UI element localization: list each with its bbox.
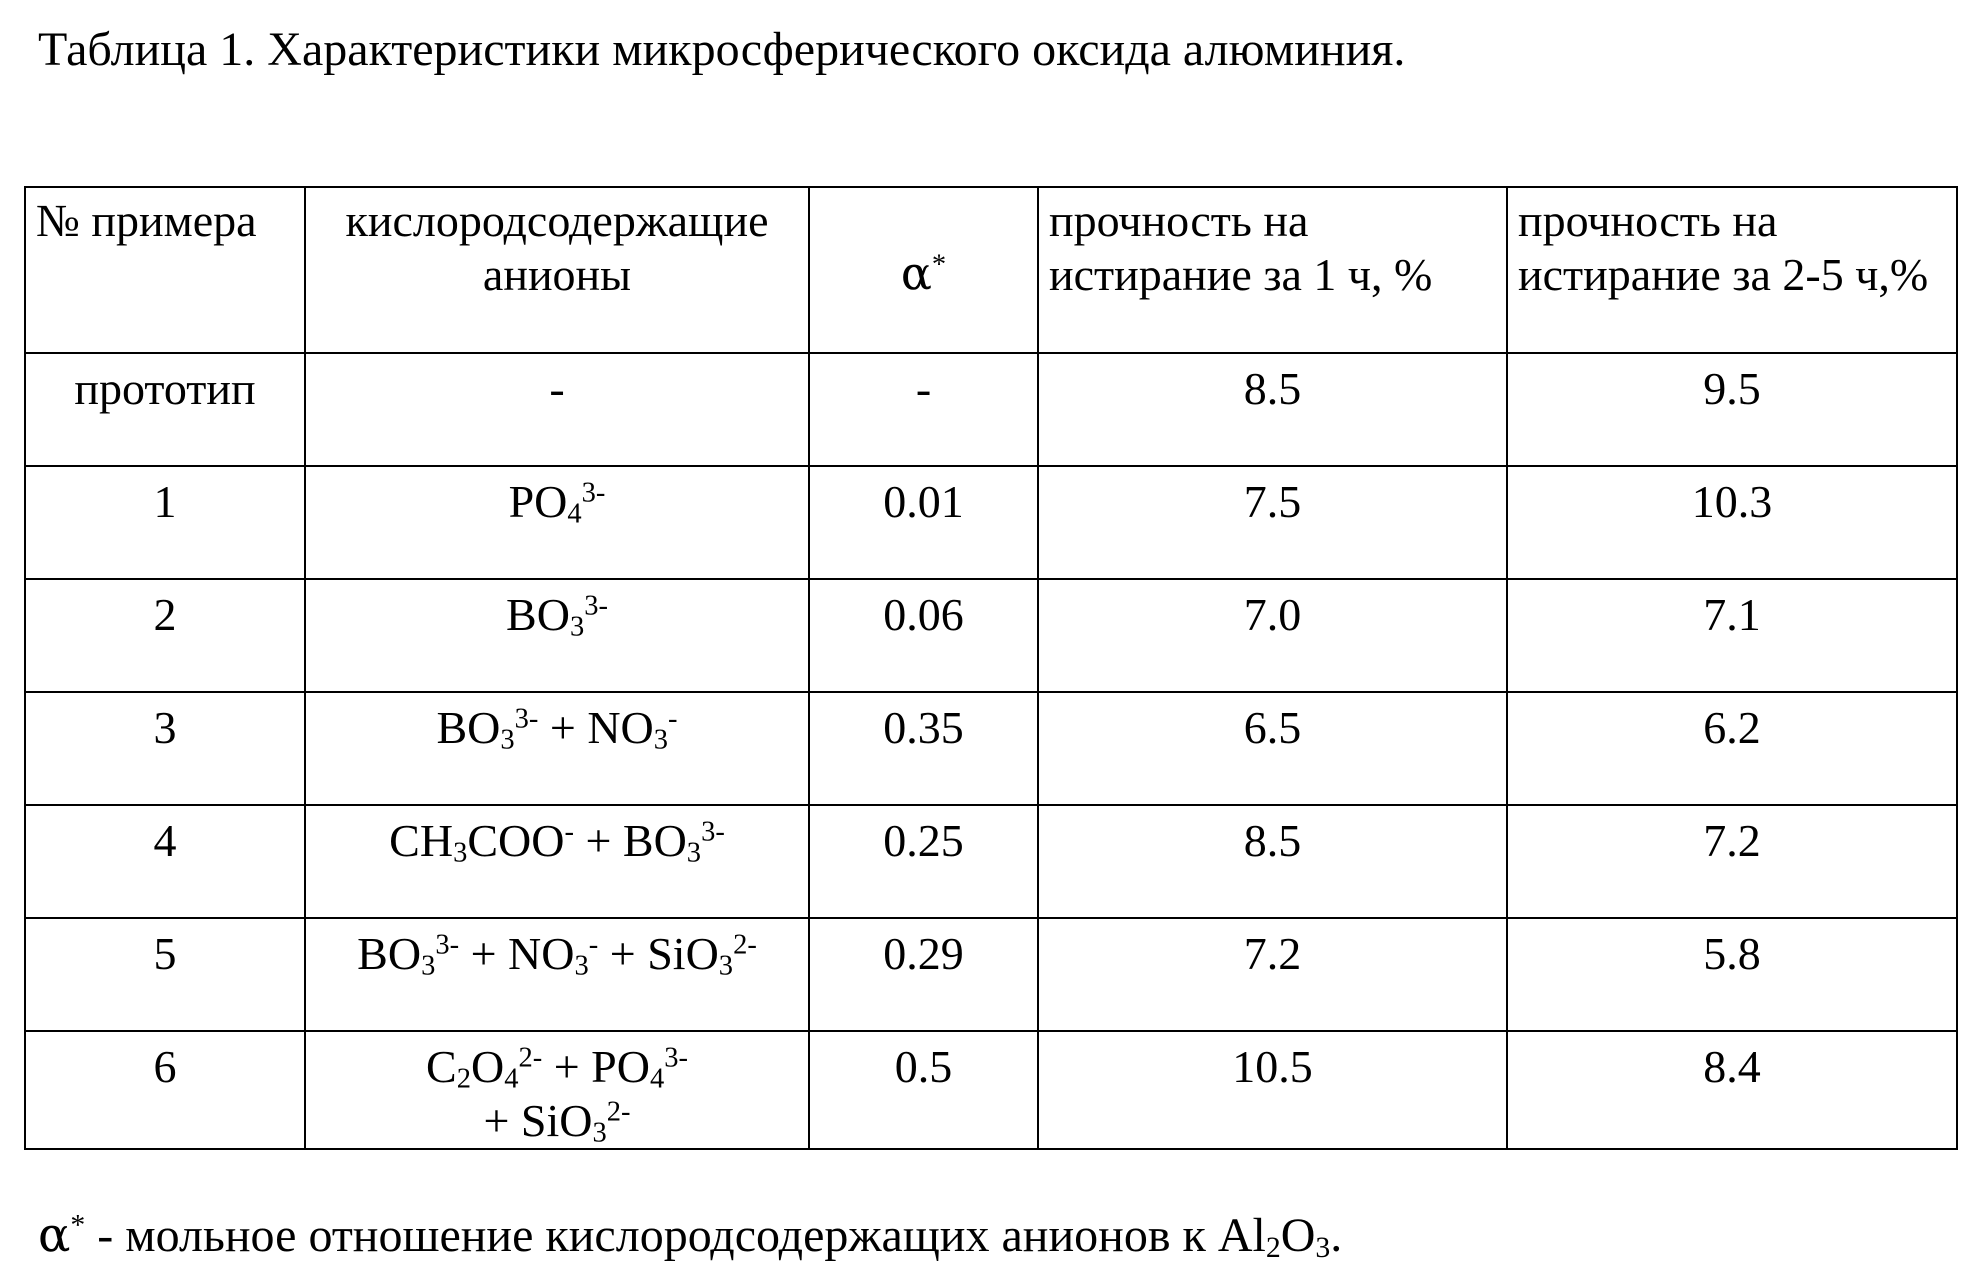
formula-superscript: -	[564, 816, 574, 848]
formula-text: + SiO	[598, 928, 719, 979]
table-row	[25, 692, 1957, 805]
table-title: Таблица 1. Характеристики микросферического оксида алюминия.	[38, 23, 1406, 76]
cell-anions	[305, 353, 809, 466]
cell-strength-2-5h: 8.4	[1507, 1031, 1957, 1149]
footnote-oxygen: O	[1280, 1209, 1316, 1262]
formula-subscript: 3	[569, 611, 585, 643]
formula-subscript: 3	[592, 1117, 607, 1149]
cell-alpha: 0.01	[809, 466, 1038, 579]
formula-subscript: 3	[653, 724, 669, 756]
cell-alpha: 0.29	[809, 918, 1038, 1031]
cell-example: 1	[25, 466, 305, 579]
header-anions: кислородсодержащие анионы	[305, 187, 809, 353]
table-header-row	[25, 187, 1957, 353]
cell-alpha: 0.06	[809, 579, 1038, 692]
cell-strength-1h: 8.5	[1038, 353, 1507, 466]
cell-strength-2-5h: 5.8	[1507, 918, 1957, 1031]
formula-subscript: 3	[574, 950, 589, 982]
formula-superscript: 3-	[581, 477, 606, 509]
table-row	[25, 579, 1957, 692]
cell-strength-2-5h: 9.5	[1507, 353, 1957, 466]
cell-strength-1h: 7.2	[1038, 918, 1507, 1031]
cell-example: 6	[25, 1031, 305, 1149]
table-row	[25, 353, 1957, 466]
table-row	[25, 918, 1957, 1031]
cell-strength-1h: 7.5	[1038, 466, 1507, 579]
cell-strength-2-5h: 7.2	[1507, 805, 1957, 918]
cell-anions	[305, 1031, 809, 1149]
footnote-asterisk: *	[70, 1208, 86, 1242]
formula-text: BO	[436, 702, 501, 753]
formula-text: O	[470, 1041, 505, 1092]
formula-text: BO	[357, 928, 422, 979]
footnote-alpha-symbol: α	[38, 1207, 71, 1263]
cell-example: 2	[25, 579, 305, 692]
cell-alpha: 0.35	[809, 692, 1038, 805]
formula-text: -	[549, 363, 565, 414]
footnote-sub-2: 2	[1265, 1230, 1281, 1264]
cell-strength-1h: 6.5	[1038, 692, 1507, 805]
cell-strength-2-5h: 6.2	[1507, 692, 1957, 805]
cell-strength-1h: 7.0	[1038, 579, 1507, 692]
formula-subscript: 3	[500, 724, 515, 756]
footnote	[38, 1205, 1342, 1266]
cell-anions	[305, 918, 809, 1031]
cell-anions	[305, 805, 809, 918]
formula-text: BO	[506, 589, 570, 640]
formula-subscript: 4	[504, 1063, 519, 1095]
cell-strength-1h: 10.5	[1038, 1031, 1507, 1149]
cell-anions	[305, 692, 809, 805]
formula-text: PO	[508, 476, 568, 527]
cell-example: 3	[25, 692, 305, 805]
formula-subscript: 3	[421, 950, 436, 982]
header-alpha	[809, 187, 1038, 353]
footnote-sub-3: 3	[1315, 1230, 1331, 1264]
header-strength-1h: прочность на истирание за 1 ч, %	[1038, 187, 1507, 353]
formula-superscript: -	[668, 703, 678, 735]
header-example-no: № примера	[25, 187, 305, 353]
formula-superscript: 3-	[664, 1042, 688, 1074]
formula-text: + PO	[542, 1041, 650, 1092]
formula-text: + BO	[573, 815, 687, 866]
formula-text: CH	[389, 815, 454, 866]
formula-text: COO	[467, 815, 565, 866]
table-row	[25, 805, 1957, 918]
data-table	[24, 186, 1958, 1150]
footnote-period: .	[1330, 1209, 1343, 1262]
formula-subscript: 4	[649, 1063, 665, 1095]
cell-anions	[305, 466, 809, 579]
table-row	[25, 1031, 1957, 1149]
cell-example: 4	[25, 805, 305, 918]
cell-strength-1h: 8.5	[1038, 805, 1507, 918]
alpha-asterisk: *	[931, 248, 947, 280]
cell-alpha: 0.5	[809, 1031, 1038, 1149]
formula-superscript: 3-	[435, 929, 460, 961]
formula-text: + NO	[459, 928, 575, 979]
cell-strength-2-5h: 10.3	[1507, 466, 1957, 579]
formula-text: + SiO	[483, 1095, 593, 1146]
formula-subscript: 3	[686, 837, 702, 869]
formula-subscript: 2	[456, 1063, 471, 1095]
header-strength-2-5h: прочность на истирание за 2-5 ч,%	[1507, 187, 1957, 353]
formula-subscript: 4	[567, 498, 582, 530]
alpha-symbol: α	[900, 245, 932, 300]
formula-text: + NO	[538, 702, 654, 753]
formula-text: C	[426, 1041, 457, 1092]
formula-superscript: 2-	[733, 929, 757, 961]
footnote-text: - мольное отношение кислородсодержащих анионов к Al	[85, 1209, 1266, 1262]
table-row	[25, 466, 1957, 579]
formula-subscript: 3	[453, 837, 468, 869]
cell-example: прототип	[25, 353, 305, 466]
formula-subscript: 3	[718, 950, 734, 982]
cell-example: 5	[25, 918, 305, 1031]
formula-superscript: 3-	[701, 816, 725, 848]
cell-alpha: -	[809, 353, 1038, 466]
formula-superscript: 3-	[514, 703, 539, 735]
cell-anions	[305, 579, 809, 692]
formula-superscript: -	[588, 929, 599, 961]
formula-superscript: 2-	[518, 1042, 543, 1074]
formula-superscript: 3-	[584, 590, 608, 622]
cell-strength-2-5h: 7.1	[1507, 579, 1957, 692]
cell-alpha: 0.25	[809, 805, 1038, 918]
formula-superscript: 2-	[606, 1096, 631, 1128]
